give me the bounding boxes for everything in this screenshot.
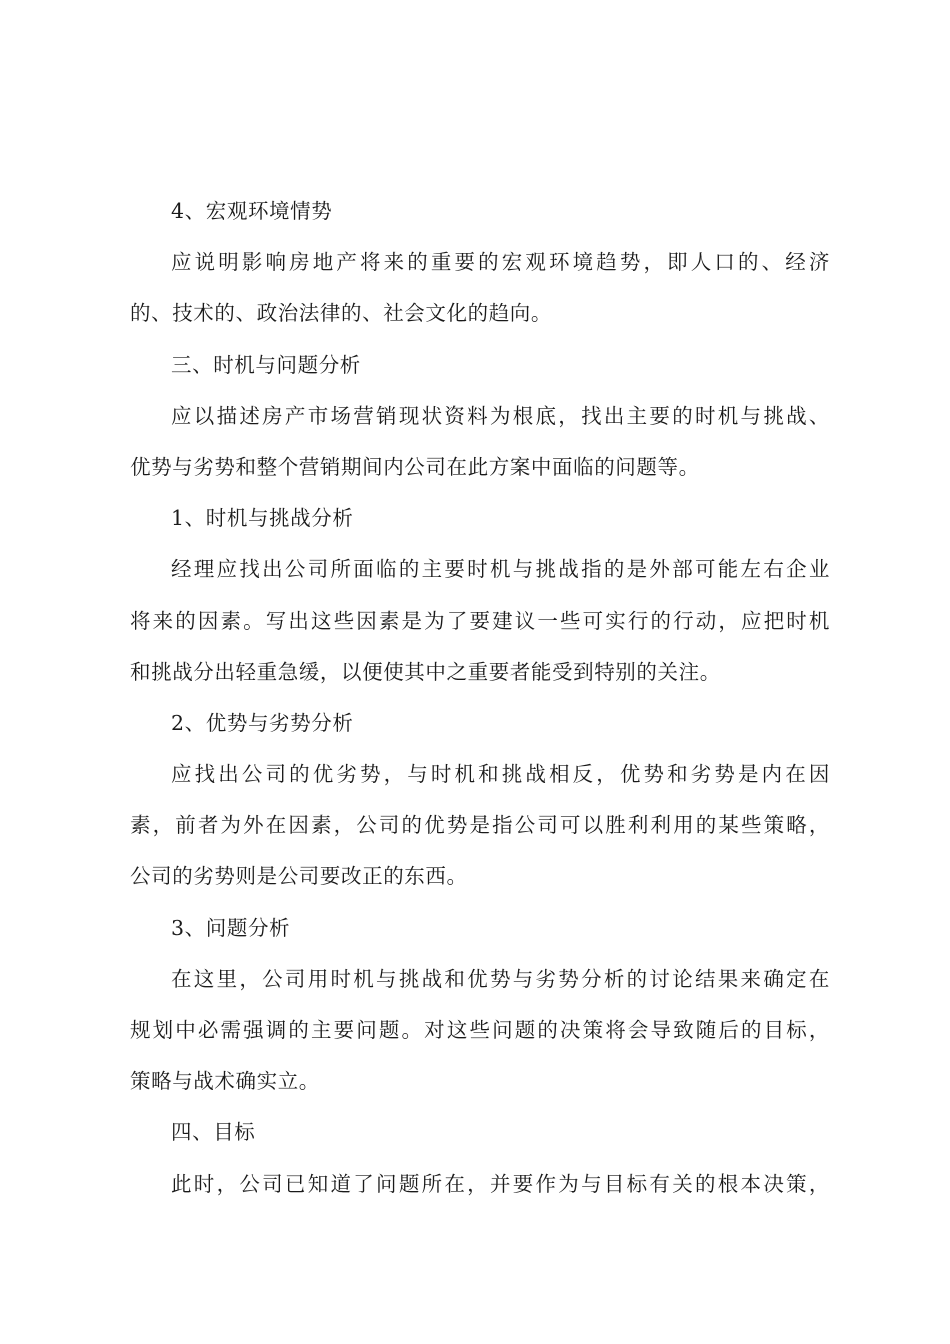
paragraph-line: 素，前者为外在因素，公司的优势是指公司可以胜利利用的某些策略， [130,813,830,838]
paragraph-line: 此时，公司已知道了问题所在，并要作为与目标有关的根本决策， [171,1171,830,1196]
paragraph-line: 规划中必需强调的主要问题。对这些问题的决策将会导致随后的目标， [130,1018,830,1042]
heading-opportunity-problem-analysis: 三、时机与问题分析 [171,352,361,377]
paragraph-line: 优势与劣势和整个营销期间内公司在此方案中面临的问题等。 [130,454,700,479]
paragraph-line: 和挑战分出轻重急缓，以便使其中之重要者能受到特别的关注。 [130,659,721,684]
heading-macro-environment: 4、宏观环境情势 [171,199,333,223]
heading-strength-weakness-analysis: 2、优势与劣势分析 [171,710,354,735]
paragraph-line: 策略与战术确实立。 [130,1069,320,1094]
paragraph-line: 应找出公司的优劣势，与时机和挑战相反，优势和劣势是内在因 [171,762,830,787]
heading-problem-analysis: 3、问题分析 [171,915,291,940]
paragraph-line: 的、技术的、政治法律的、社会文化的趋向。 [130,301,552,326]
heading-opportunity-challenge-analysis: 1、时机与挑战分析 [171,506,354,531]
paragraph-line: 公司的劣势则是公司要改正的东西。 [130,864,468,889]
paragraph-line: 应以描述房产市场营销现状资料为根底，找出主要的时机与挑战、 [171,403,830,428]
document-page [130,186,830,1210]
heading-objectives: 四、目标 [171,1120,256,1145]
paragraph-line: 在这里，公司用时机与挑战和优势与劣势分析的讨论结果来确定在 [171,966,830,991]
paragraph-line: 经理应找出公司所面临的主要时机与挑战指的是外部可能左右企业 [171,557,830,582]
paragraph-line: 将来的因素。写出这些因素是为了要建议一些可实行的行动，应把时机 [130,608,830,633]
paragraph-line: 应说明影响房地产将来的重要的宏观环境趋势，即人口的、经济 [171,250,830,275]
